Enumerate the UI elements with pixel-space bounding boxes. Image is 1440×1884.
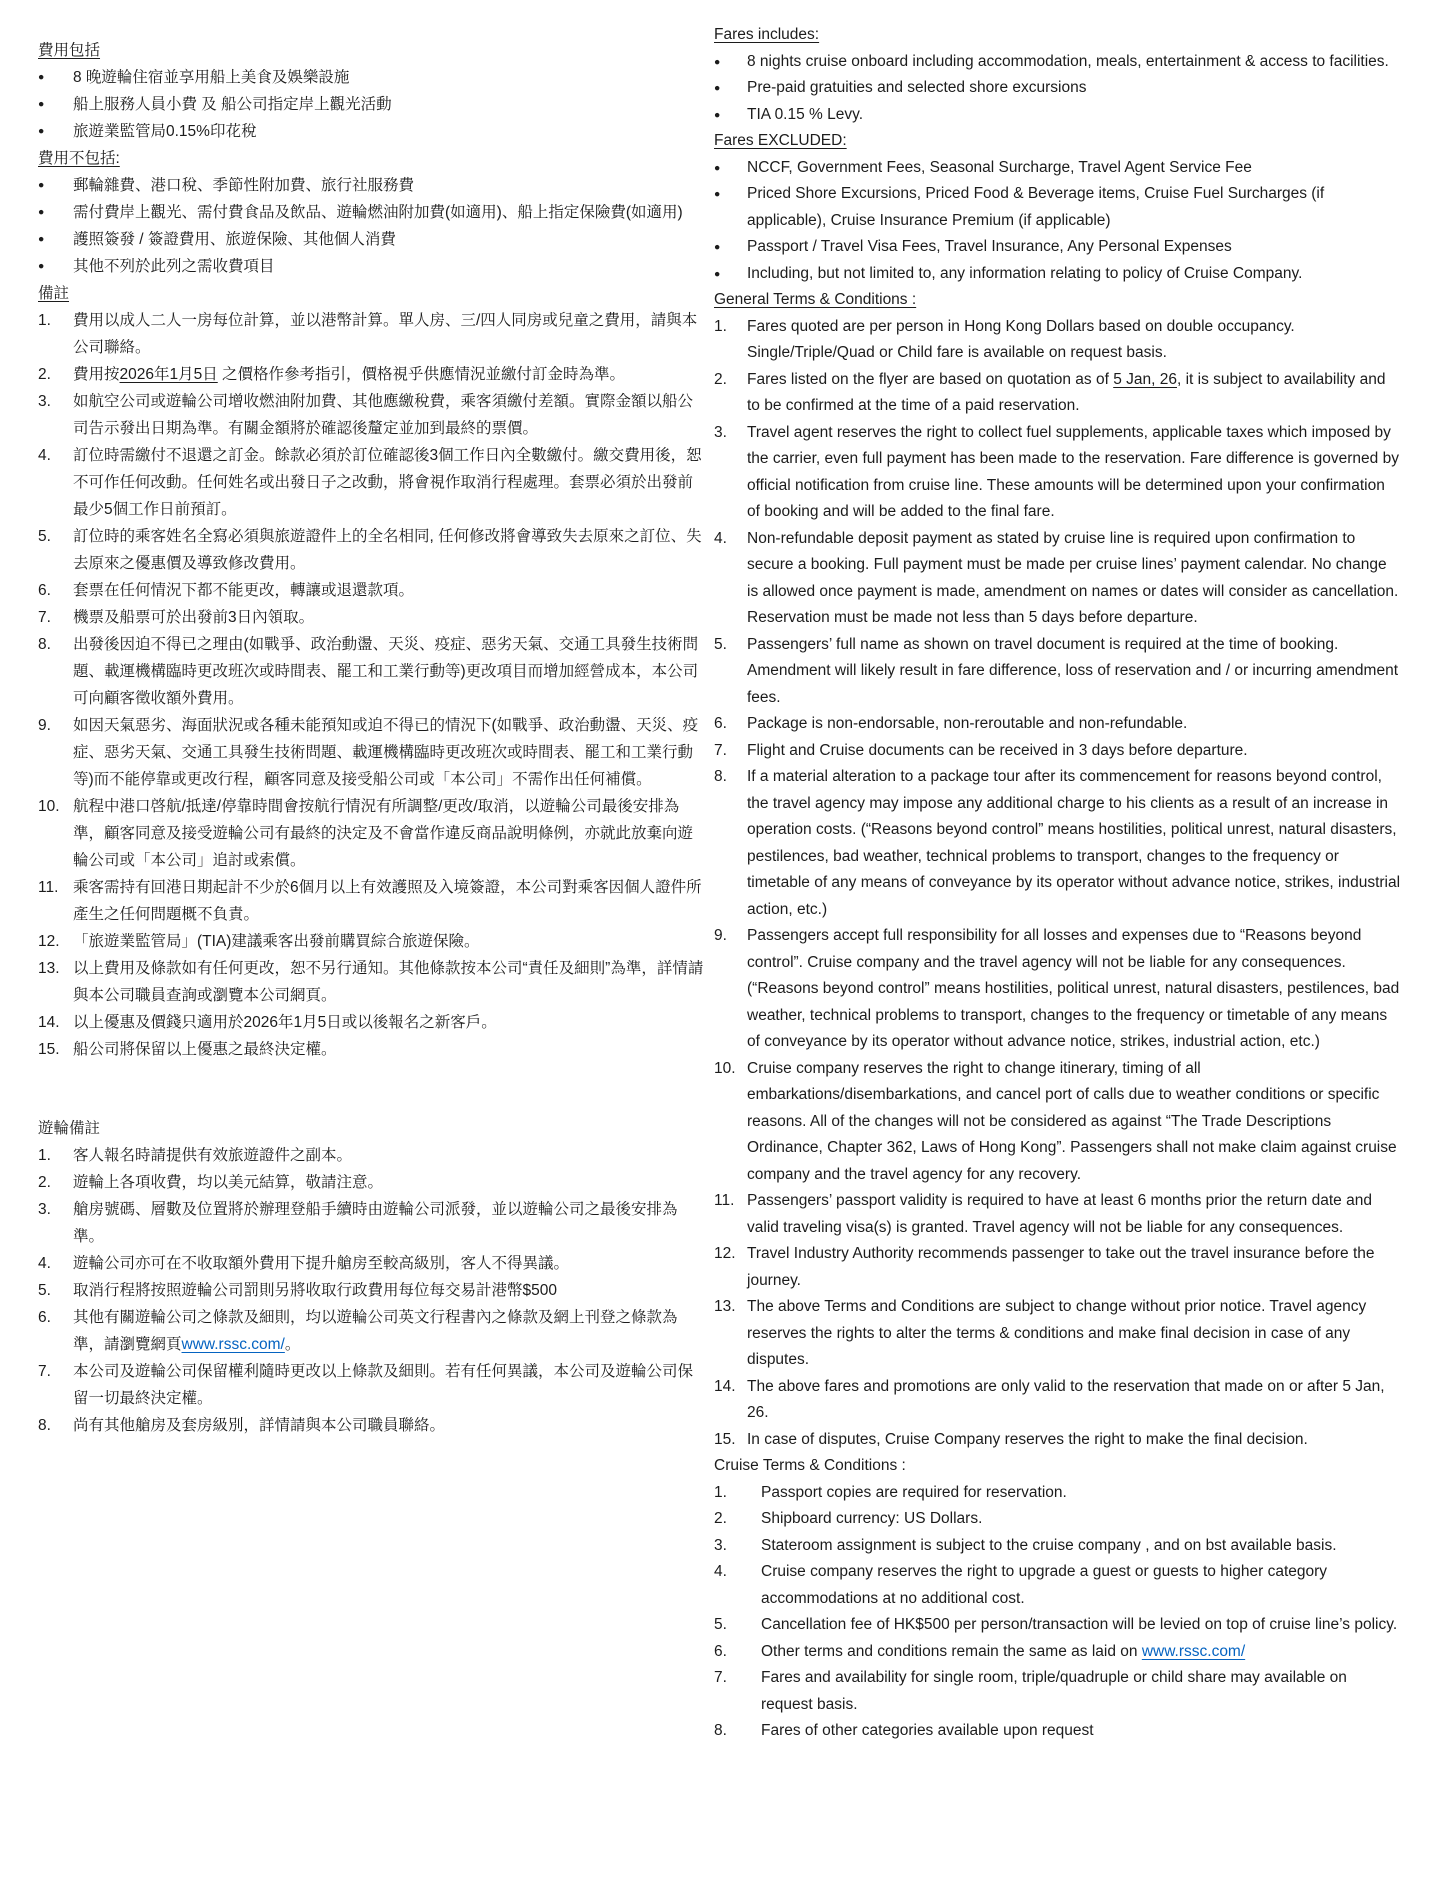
remarks-heading-zh: 備註 bbox=[38, 285, 70, 302]
item-text bbox=[747, 738, 1401, 765]
item-number: 6. bbox=[714, 1642, 727, 1660]
item-text bbox=[747, 1056, 1401, 1189]
item-text bbox=[761, 1533, 1401, 1560]
bullet-marker: ● bbox=[38, 260, 45, 272]
item-text bbox=[73, 1358, 706, 1412]
list-item bbox=[38, 1196, 706, 1250]
item-text bbox=[761, 1559, 1401, 1612]
item-number: 10. bbox=[38, 798, 60, 815]
text-segment: The above fares and promotions are only valid to the reservation that made on or after 5 Jan, 26. bbox=[747, 1377, 1385, 1421]
text-segment: 。 bbox=[284, 1336, 301, 1353]
text-segment: Flight and Cruise documents can be received in 3 days before departure. bbox=[747, 741, 1248, 759]
text-segment: 取消行程將按照遊輪公司罰則另將收取行政費用每位每交易計港幣$500 bbox=[73, 1282, 557, 1299]
item-text bbox=[73, 928, 706, 955]
text-segment: 其他不列於此列之需收費項目 bbox=[73, 258, 275, 275]
list-item bbox=[38, 1412, 706, 1439]
bullet-marker: ● bbox=[714, 267, 721, 280]
list-item bbox=[38, 118, 706, 145]
list-item bbox=[714, 1056, 1401, 1189]
text-segment: Cancellation fee of HK$500 per person/transaction will be levied on top of cruise line’s policy. bbox=[761, 1616, 1398, 1633]
item-text bbox=[73, 631, 706, 712]
item-number: 12. bbox=[714, 1245, 736, 1262]
cruise-notes-list-zh bbox=[38, 1142, 706, 1439]
item-number: 2. bbox=[38, 366, 51, 383]
list-item bbox=[714, 1639, 1401, 1666]
list-item bbox=[714, 261, 1401, 288]
list-item bbox=[714, 764, 1401, 923]
text-segment: 以上費用及條款如有任何更改，恕不另行通知。其他條款按本公司“責任及細則”為準，詳情請與本公司職員查詢或瀏覽本公司網頁。 bbox=[73, 960, 704, 1004]
text-segment: Cruise company reserves the right to upgrade a guest or guests to higher category accommodations at no additional cost. bbox=[761, 1563, 1328, 1607]
item-text bbox=[73, 793, 706, 874]
text-segment: The above Terms and Conditions are subject to change without prior notice. Travel agency reserves the rights to alter the terms & conditions and make final decision in case of any disputes. bbox=[747, 1298, 1367, 1368]
bullet-marker: ● bbox=[714, 108, 721, 121]
fares-excluded-heading-en: Fares EXCLUDED: bbox=[714, 132, 847, 149]
text-segment: 費用按 bbox=[73, 366, 120, 383]
item-number: 4. bbox=[714, 1563, 727, 1580]
list-item bbox=[714, 75, 1401, 102]
list-item bbox=[38, 442, 706, 523]
text-segment: 費用以成人二人一房每位計算，並以港幣計算。單人房、三/四人同房或兒童之費用，請與本公司聯絡。 bbox=[73, 312, 698, 356]
item-text bbox=[747, 75, 1401, 102]
list-item bbox=[714, 1427, 1401, 1454]
item-number: 3. bbox=[38, 393, 51, 410]
item-text bbox=[73, 253, 706, 280]
list-item bbox=[38, 361, 706, 388]
item-text bbox=[73, 1169, 706, 1196]
item-text bbox=[73, 118, 706, 145]
item-number: 11. bbox=[38, 879, 59, 896]
text-segment: 護照簽發 / 簽證費用、旅遊保險、其他個人消費 bbox=[73, 231, 396, 248]
fares-exclude-list-zh bbox=[38, 172, 706, 280]
item-number: 15. bbox=[38, 1041, 60, 1058]
item-number: 11. bbox=[714, 1192, 735, 1209]
list-item bbox=[38, 1009, 706, 1036]
text-segment: 訂位時需繳付不退還之訂金。餘款必須於訂位確認後3個工作日內全數繳付。繳交費用後，恕不可作任何改動。任何姓名或出發日子之改動，將會視作取消行程處理。套票必須於出發前最少5個工作日前預訂。 bbox=[73, 447, 702, 518]
cruise-terms-heading: Cruise Terms & Conditions : bbox=[714, 1457, 906, 1474]
item-text bbox=[747, 234, 1401, 261]
item-text bbox=[73, 874, 706, 928]
list-item bbox=[714, 367, 1401, 420]
list-item bbox=[714, 1533, 1401, 1560]
item-number: 3. bbox=[714, 423, 727, 441]
remarks-list-zh bbox=[38, 307, 706, 1063]
text-segment: 8 nights cruise onboard including accommodation, meals, entertainment & access to facilities. bbox=[747, 52, 1389, 70]
item-text bbox=[747, 155, 1401, 182]
item-number: 7. bbox=[714, 741, 727, 759]
text-segment: Including, but not limited to, any information relating to policy of Cruise Company. bbox=[747, 264, 1303, 282]
bullet-marker: ● bbox=[714, 55, 721, 68]
list-item bbox=[38, 226, 706, 253]
bullet-marker: ● bbox=[714, 188, 721, 200]
list-item bbox=[714, 1241, 1401, 1294]
list-item bbox=[38, 199, 706, 226]
text-segment: Priced Shore Excursions, Priced Food & Beverage items, Cruise Fuel Surcharges (if applicable), Cruise Insurance Premium (if applicable) bbox=[747, 185, 1325, 229]
item-number: 8. bbox=[38, 1417, 51, 1434]
list-item bbox=[38, 1250, 706, 1277]
item-number: 8. bbox=[714, 768, 727, 785]
item-number: 4. bbox=[38, 447, 51, 464]
text-segment: Fares and availability for single room, triple/quadruple or child share may available on request basis. bbox=[761, 1669, 1347, 1713]
item-number: 13. bbox=[38, 960, 60, 977]
fares-includes-heading-en: Fares includes: bbox=[714, 26, 820, 43]
bullet-marker: ● bbox=[714, 241, 721, 253]
item-number: 1. bbox=[714, 1483, 727, 1501]
list-item bbox=[714, 1188, 1401, 1241]
item-text bbox=[73, 1142, 706, 1169]
item-text bbox=[747, 49, 1401, 76]
text-segment: 8 晚遊輪住宿並享用船上美食及娛樂設施 bbox=[73, 69, 350, 86]
text-segment: 遊輪公司亦可在不收取額外費用下提升艙房至較高級別，客人不得異議。 bbox=[73, 1255, 570, 1272]
fares-excluded-list-en bbox=[714, 155, 1401, 288]
list-item bbox=[714, 1612, 1401, 1639]
item-text bbox=[747, 711, 1401, 738]
bullet-marker: ● bbox=[38, 179, 45, 191]
item-text bbox=[73, 712, 706, 793]
item-text bbox=[73, 226, 706, 253]
text-segment: 以上優惠及價錢只適用於2026年1月5日或以後報名之新客戶。 bbox=[73, 1014, 497, 1031]
item-text bbox=[747, 1427, 1401, 1454]
item-text bbox=[747, 261, 1401, 288]
text-segment: 船上服務人員小費 及 船公司指定岸上觀光活動 bbox=[73, 96, 392, 113]
list-item bbox=[38, 874, 706, 928]
text-segment: In case of disputes, Cruise Company reserves the right to make the final decision. bbox=[747, 1430, 1308, 1448]
list-item bbox=[714, 102, 1401, 129]
bullet-marker: ● bbox=[38, 206, 45, 218]
item-text bbox=[747, 367, 1401, 420]
list-item bbox=[714, 155, 1401, 182]
text-segment: If a material alteration to a package tour after its commencement for reasons beyond control, the travel agency may impose any additional charge to his clients as a result of an increase in operation costs. (“Reasons beyond control” means hostilities, political unrest, natural disasters, pestilences, bad weather, technical problems to transport, changes to the frequency or timetable of any means of conveyance by its operator without advance notice, strikes, industrial action, etc.) bbox=[747, 768, 1401, 918]
text-segment: Passengers accept full responsibility for all losses and expenses due to “Reasons beyond control”. Cruise company and the travel agency will not be liable for any consequences. (“Reasons beyond control” means hostilities, political unrest, natural disasters, pestilences, bad weather, technical problems to transport, changes to the frequency or timetable of any means of conveyance by its operator without advance notice, strikes, industrial action, etc.) bbox=[747, 927, 1400, 1050]
item-text bbox=[73, 577, 706, 604]
text-segment: 之價格作參考指引，價格視乎供應情況並繳付訂金時為準。 bbox=[217, 366, 626, 383]
item-text bbox=[73, 1036, 706, 1063]
item-text bbox=[73, 1304, 706, 1358]
item-text bbox=[747, 923, 1401, 1056]
fares-include-heading-zh: 費用包括 bbox=[38, 42, 101, 59]
text-segment: 郵輪雜費、港口稅、季節性附加費、旅行社服務費 bbox=[73, 177, 415, 194]
list-item bbox=[714, 1374, 1401, 1427]
item-number: 1. bbox=[38, 1147, 51, 1164]
item-text bbox=[73, 1009, 706, 1036]
fares-include-list-zh bbox=[38, 64, 706, 145]
item-number: 6. bbox=[38, 1309, 51, 1326]
item-number: 2. bbox=[714, 1510, 727, 1527]
text-segment: 遊輪上各項收費，均以美元結算，敬請注意。 bbox=[73, 1174, 384, 1191]
text-segment: 尚有其他艙房及套房級別，詳情請與本公司職員聯絡。 bbox=[73, 1417, 446, 1434]
list-item bbox=[714, 738, 1401, 765]
list-item bbox=[714, 1559, 1401, 1612]
fares-includes-list-en bbox=[714, 49, 1401, 129]
item-number: 6. bbox=[38, 582, 51, 599]
text-segment: Fares quoted are per person in Hong Kong Dollars based on double occupancy. Single/Triple/Quad or Child fare is available on request basis. bbox=[747, 317, 1295, 361]
text-segment: 「旅遊業監管局」(TIA)建議乘客出發前購買綜合旅遊保險。 bbox=[73, 933, 480, 950]
bullet-marker: ● bbox=[38, 125, 45, 137]
bullet-marker: ● bbox=[714, 82, 721, 94]
list-item bbox=[38, 793, 706, 874]
list-item bbox=[38, 253, 706, 280]
text-segment: , it is subject to availability and to be confirmed at the time of a paid reservation. bbox=[747, 370, 1386, 414]
item-text bbox=[761, 1665, 1401, 1718]
general-terms-list bbox=[714, 314, 1401, 1454]
list-item bbox=[38, 1142, 706, 1169]
text-segment: 旅遊業監管局0.15%印花稅 bbox=[73, 123, 257, 140]
list-item bbox=[38, 388, 706, 442]
bullet-marker: ● bbox=[38, 71, 45, 83]
list-item bbox=[38, 64, 706, 91]
text-segment: 本公司及遊輪公司保留權利隨時更改以上條款及細則。若有任何異議，本公司及遊輪公司保留一切最終決定權。 bbox=[73, 1363, 694, 1407]
item-number: 9. bbox=[38, 717, 51, 734]
text-segment: Package is non-endorsable, non-reroutable and non-refundable. bbox=[747, 715, 1188, 732]
item-text bbox=[761, 1506, 1401, 1533]
list-item bbox=[38, 631, 706, 712]
text-segment: 需付費岸上觀光、需付費食品及飲品、遊輪燃油附加費(如適用)、船上指定保險費(如適用) bbox=[73, 204, 683, 221]
item-number: 2. bbox=[714, 370, 727, 388]
text-segment: 航程中港口啓航/抵達/停靠時間會按航行情況有所調整/更改/取消，以遊輪公司最後安排為準，顧客同意及接受遊輪公司有最終的決定及不會當作違反商品說明條例，亦就此放棄向遊輪公司或「本公司」追討或索償。 bbox=[73, 798, 694, 869]
list-item bbox=[38, 307, 706, 361]
list-item bbox=[714, 1294, 1401, 1374]
item-text bbox=[73, 307, 706, 361]
text-segment: 船公司將保留以上優惠之最終決定權。 bbox=[73, 1041, 337, 1058]
list-item bbox=[714, 1480, 1401, 1507]
bullet-marker: ● bbox=[714, 161, 721, 174]
cruise-terms-list bbox=[714, 1480, 1401, 1745]
text-segment: TIA 0.15 % Levy. bbox=[747, 105, 864, 123]
item-number: 13. bbox=[714, 1298, 736, 1315]
item-text bbox=[747, 764, 1401, 923]
list-item bbox=[38, 712, 706, 793]
item-text bbox=[761, 1480, 1401, 1507]
item-text bbox=[73, 1196, 706, 1250]
rssc-website-link[interactable]: www.rssc.com/ bbox=[181, 1336, 285, 1353]
list-item bbox=[714, 49, 1401, 76]
item-text bbox=[73, 1250, 706, 1277]
text-segment: Passport copies are required for reservation. bbox=[761, 1483, 1067, 1501]
item-text bbox=[73, 1277, 706, 1304]
item-text bbox=[73, 604, 706, 631]
item-number: 15. bbox=[714, 1430, 736, 1448]
item-text bbox=[747, 1241, 1401, 1294]
text-segment: 其他有關遊輪公司之條款及細則，均以遊輪公司英文行程書內之條款及網上刊登之條款為準，請瀏覽網頁 bbox=[73, 1309, 678, 1353]
list-item bbox=[714, 181, 1401, 234]
item-text bbox=[73, 523, 706, 577]
item-number: 5. bbox=[38, 528, 51, 545]
item-number: 9. bbox=[714, 927, 727, 944]
item-text bbox=[73, 361, 706, 388]
text-segment: 艙房號碼、層數及位置將於辦理登船手續時由遊輪公司派發，並以遊輪公司之最後安排為準。 bbox=[73, 1201, 678, 1245]
item-text bbox=[747, 1374, 1401, 1427]
fares-exclude-heading-zh: 費用不包括: bbox=[38, 150, 120, 167]
text-segment: 客人報名時請提供有效旅遊證件之副本。 bbox=[73, 1147, 353, 1164]
item-text bbox=[747, 102, 1401, 129]
rssc-website-link[interactable]: www.rssc.com/ bbox=[1141, 1642, 1246, 1660]
cruise-notes-heading-zh: 遊輪備註 bbox=[38, 1120, 101, 1137]
text-segment: 套票在任何情況下都不能更改，轉讓或退還款項。 bbox=[73, 582, 415, 599]
text-segment: 乘客需持有回港日期起計不少於6個月以上有效護照及入境簽證，本公司對乘客因個人證件所產生之任何問題概不負責。 bbox=[73, 879, 702, 923]
list-item bbox=[38, 1169, 706, 1196]
list-item bbox=[714, 314, 1401, 367]
list-item bbox=[38, 1277, 706, 1304]
text-segment: Pre-paid gratuities and selected shore excursions bbox=[747, 79, 1087, 96]
item-text bbox=[73, 955, 706, 1009]
text-segment: 出發後因迫不得已之理由(如戰爭、政治動盪、天災、疫症、惡劣天氣、交通工具發生技術問題、載運機構臨時更改班次或時間表、罷工和工業行動等)更改項目而增加經營成本，本公司可向顧客徵收額外費用。 bbox=[73, 636, 699, 707]
item-number: 3. bbox=[38, 1201, 51, 1218]
item-text bbox=[747, 314, 1401, 367]
text-segment: Cruise company reserves the right to change itinerary, timing of all embarkations/disembarkations, and cancel port of calls due to weather conditions or specific reasons. All of the changes will not be considered as against “The Trade Descriptions Ordinance, Chapter 362, Laws of Hong Kong”. Passengers shall not make claim against cruise company and the travel agency for any recovery. bbox=[747, 1059, 1397, 1183]
list-item bbox=[38, 523, 706, 577]
item-number: 14. bbox=[38, 1014, 60, 1031]
item-number: 5. bbox=[714, 1616, 727, 1633]
item-text bbox=[73, 1412, 706, 1439]
item-text bbox=[747, 632, 1401, 712]
item-text bbox=[761, 1612, 1401, 1639]
item-text bbox=[761, 1718, 1401, 1745]
item-number: 2. bbox=[38, 1174, 51, 1191]
list-item bbox=[38, 1036, 706, 1063]
item-number: 12. bbox=[38, 933, 60, 950]
item-text bbox=[73, 172, 706, 199]
text-segment: Stateroom assignment is subject to the cruise company , and on bst available basis. bbox=[761, 1536, 1337, 1554]
item-text bbox=[747, 420, 1401, 526]
english-column bbox=[714, 22, 1401, 1745]
text-segment: 5 Jan, 26 bbox=[1113, 370, 1177, 388]
item-text bbox=[73, 64, 706, 91]
item-number: 4. bbox=[714, 529, 727, 547]
list-item bbox=[714, 923, 1401, 1056]
item-number: 7. bbox=[714, 1669, 727, 1686]
list-item bbox=[38, 91, 706, 118]
text-segment: Other terms and conditions remain the same as laid on bbox=[761, 1642, 1142, 1660]
text-segment: Passengers’ passport validity is required to have at least 6 months prior the return date and valid traveling visa(s) is granted. Travel agency will not be liable for any consequences. bbox=[747, 1192, 1372, 1236]
list-item bbox=[714, 420, 1401, 526]
text-segment: 如因天氣惡劣、海面狀況或各種未能預知或迫不得已的情況下(如戰爭、政治動盪、天災、疫症、惡劣天氣、交通工具發生技術問題、載運機構臨時更改班次或時間表、罷工和工業行動等)而不能停靠或更改行程，顧客同意及接受船公司或「本公司」不需作出任何補償。 bbox=[73, 717, 699, 788]
item-number: 8. bbox=[38, 636, 51, 653]
text-segment: Travel Industry Authority recommends passenger to take out the travel insurance before the journey. bbox=[747, 1245, 1375, 1289]
list-item bbox=[714, 1718, 1401, 1745]
item-text bbox=[747, 181, 1401, 234]
item-number: 10. bbox=[714, 1059, 736, 1077]
item-number: 5. bbox=[38, 1282, 51, 1299]
item-number: 6. bbox=[714, 715, 727, 732]
list-item bbox=[38, 955, 706, 1009]
item-number: 4. bbox=[38, 1255, 51, 1272]
text-segment: 機票及船票可於出發前3日內領取。 bbox=[73, 609, 315, 626]
text-segment: 如航空公司或遊輪公司增收燃油附加費、其他應繳稅費，乘客須繳付差額。實際金額以船公司告示發出日期為準。有關金額將於確認後釐定並加到最終的票價。 bbox=[73, 393, 694, 437]
item-text bbox=[747, 1294, 1401, 1374]
text-segment: 2026年1月5日 bbox=[119, 366, 218, 383]
text-segment: Travel agent reserves the right to collect fuel supplements, applicable taxes which imposed by the carrier, even full payment has been made to the reservation. Fare difference is governed by official notification from cruise line. These amounts will be determined upon your confirmation of booking and will be added to the final fare. bbox=[747, 423, 1399, 520]
item-text bbox=[747, 526, 1401, 632]
text-segment: Non-refundable deposit payment as stated by cruise line is required upon confirmation to secure a booking. Full payment must be made per cruise lines’ payment calendar. No change is allowed once payment is made, amendment on names or dates will consider as cancellation. Reservation must be made not less than 5 days before departure. bbox=[747, 529, 1399, 626]
list-item bbox=[38, 604, 706, 631]
item-number: 7. bbox=[38, 609, 51, 626]
item-text bbox=[747, 1188, 1401, 1241]
list-item bbox=[714, 234, 1401, 261]
item-number: 3. bbox=[714, 1536, 727, 1554]
general-terms-heading: General Terms & Conditions : bbox=[714, 291, 917, 308]
list-item bbox=[38, 577, 706, 604]
list-item bbox=[38, 172, 706, 199]
item-text bbox=[73, 199, 706, 226]
text-segment: Passengers’ full name as shown on travel document is required at the time of booking. Amendment will likely result in fare difference, loss of reservation and / or incurring amendment fees. bbox=[747, 635, 1399, 706]
bullet-marker: ● bbox=[38, 233, 45, 245]
list-item bbox=[714, 711, 1401, 738]
text-segment: NCCF, Government Fees, Seasonal Surcharge, Travel Agent Service Fee bbox=[747, 158, 1252, 176]
text-segment: Fares of other categories available upon request bbox=[761, 1722, 1094, 1739]
text-segment: Passport / Travel Visa Fees, Travel Insurance, Any Personal Expenses bbox=[747, 238, 1232, 255]
chinese-column bbox=[38, 22, 706, 1439]
item-text bbox=[761, 1639, 1401, 1666]
list-item bbox=[714, 1506, 1401, 1533]
item-text bbox=[73, 388, 706, 442]
item-number: 7. bbox=[38, 1363, 51, 1380]
text-segment: Fares listed on the flyer are based on quotation as of bbox=[747, 370, 1114, 388]
item-number: 1. bbox=[714, 317, 727, 335]
item-number: 14. bbox=[714, 1377, 736, 1395]
list-item bbox=[714, 1665, 1401, 1718]
list-item bbox=[38, 1304, 706, 1358]
item-number: 1. bbox=[38, 312, 51, 329]
list-item bbox=[714, 526, 1401, 632]
list-item bbox=[38, 928, 706, 955]
text-segment: 訂位時的乘客姓名全寫必須與旅遊證件上的全名相同, 任何修改將會導致失去原來之訂位、失去原來之優惠價及導致修改費用。 bbox=[73, 528, 702, 572]
item-number: 8. bbox=[714, 1722, 727, 1739]
item-text bbox=[73, 442, 706, 523]
text-segment: Shipboard currency: US Dollars. bbox=[761, 1510, 983, 1527]
item-text bbox=[73, 91, 706, 118]
list-item bbox=[38, 1358, 706, 1412]
list-item bbox=[714, 632, 1401, 712]
item-number: 5. bbox=[714, 635, 727, 653]
bullet-marker: ● bbox=[38, 98, 45, 110]
